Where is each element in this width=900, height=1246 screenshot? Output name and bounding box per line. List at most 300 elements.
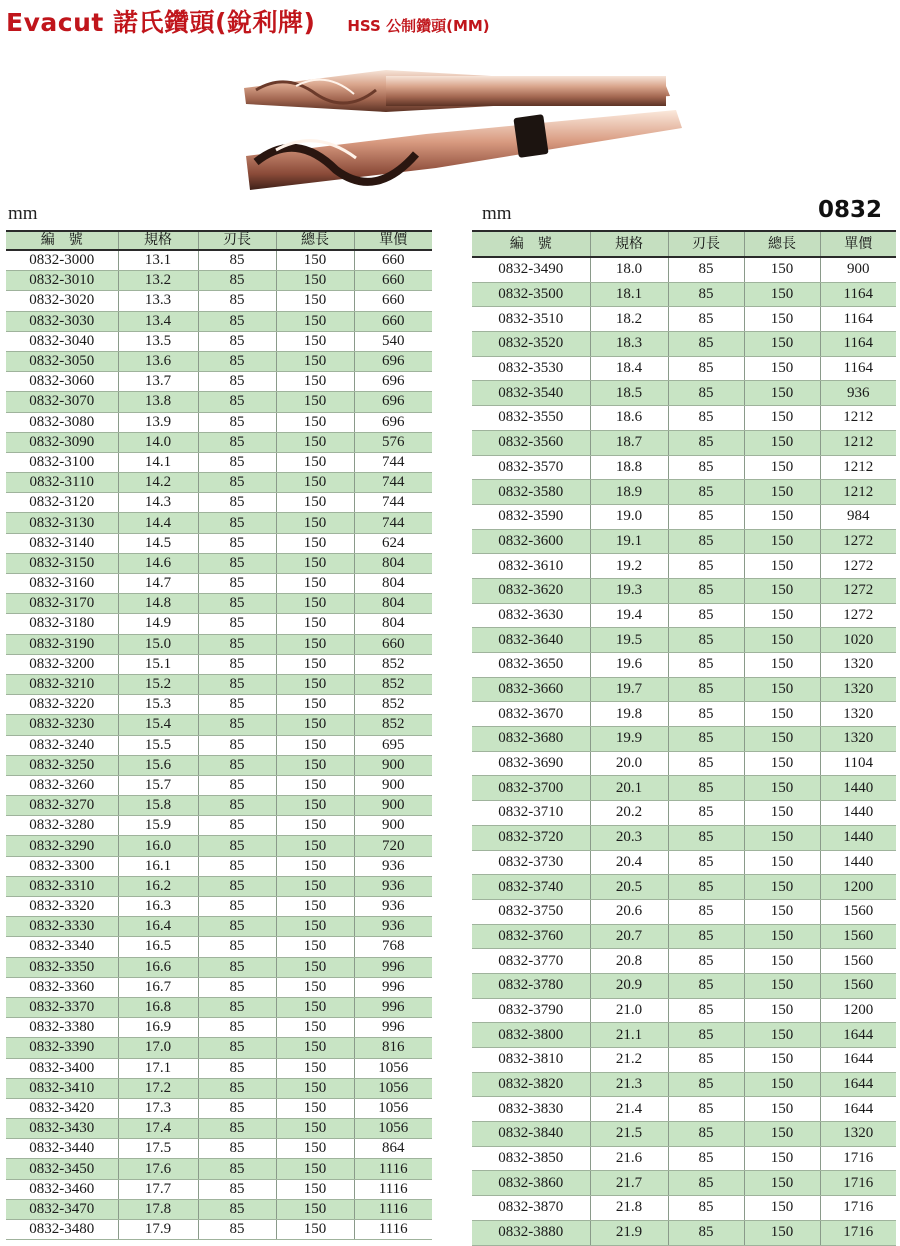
flute-length-cell: 85 [668,282,744,307]
item-number-cell: 0832-3070 [6,392,118,412]
unit-price-cell: 804 [354,614,432,634]
spec-cell: 17.1 [118,1058,198,1078]
spec-cell: 14.8 [118,594,198,614]
spec-cell: 21.6 [590,1146,668,1171]
spec-cell: 15.6 [118,755,198,775]
spec-cell: 15.4 [118,715,198,735]
unit-price-cell: 1272 [820,529,896,554]
item-number-cell: 0832-3510 [472,307,590,332]
unit-price-cell: 1716 [820,1196,896,1221]
flute-length-cell: 85 [198,574,276,594]
item-number-cell: 0832-3570 [472,455,590,480]
overall-length-cell: 150 [276,291,354,311]
unit-price-cell: 996 [354,997,432,1017]
unit-price-cell: 1164 [820,282,896,307]
overall-length-cell: 150 [276,432,354,452]
unit-price-cell: 1056 [354,1119,432,1139]
flute-length-cell: 85 [198,816,276,836]
table-row [6,1078,432,1098]
item-number-cell: 0832-3200 [6,654,118,674]
item-number-cell: 0832-3400 [6,1058,118,1078]
flute-length-cell: 85 [668,480,744,505]
flute-length-cell: 85 [668,998,744,1023]
spec-cell: 19.4 [590,603,668,628]
spec-cell: 14.4 [118,513,198,533]
flute-length-cell: 85 [668,875,744,900]
unit-price-cell: 1104 [820,751,896,776]
item-number-cell: 0832-3250 [6,755,118,775]
item-number-cell: 0832-3210 [6,674,118,694]
unit-price-cell: 540 [354,331,432,351]
overall-length-cell: 150 [744,1072,820,1097]
table-row [6,957,432,977]
table-row [6,876,432,896]
item-number-cell: 0832-3850 [472,1146,590,1171]
flute-length-cell: 85 [198,513,276,533]
item-number-cell: 0832-3280 [6,816,118,836]
spec-cell: 16.9 [118,1018,198,1038]
overall-length-cell: 150 [744,628,820,653]
flute-length-cell: 85 [198,250,276,271]
overall-length-cell: 150 [744,603,820,628]
table-row [472,653,896,678]
flute-length-cell: 85 [668,776,744,801]
overall-length-cell: 150 [276,897,354,917]
spec-cell: 14.5 [118,533,198,553]
flute-length-cell: 85 [198,1119,276,1139]
unit-price-cell: 624 [354,533,432,553]
flute-length-cell: 85 [198,674,276,694]
spec-cell: 16.2 [118,876,198,896]
overall-length-cell: 150 [744,924,820,949]
spec-cell: 17.0 [118,1038,198,1058]
overall-length-cell: 150 [744,381,820,406]
unit-price-cell: 1560 [820,924,896,949]
flute-length-cell: 85 [198,654,276,674]
unit-price-cell: 1116 [354,1199,432,1219]
flute-length-cell: 85 [198,796,276,816]
spec-cell: 20.6 [590,899,668,924]
flute-length-cell: 85 [198,291,276,311]
item-number-cell: 0832-3780 [472,973,590,998]
table-row [6,291,432,311]
flute-length-cell: 85 [668,801,744,826]
product-subtitle: HSS 公制鑽頭(MM) [347,17,490,35]
unit-price-cell: 1164 [820,332,896,357]
flute-length-cell: 85 [198,1159,276,1179]
overall-length-cell: 150 [744,899,820,924]
table-row [6,311,432,331]
table-row [6,412,432,432]
spec-cell: 13.6 [118,351,198,371]
spec-cell: 21.9 [590,1220,668,1245]
table-row [472,776,896,801]
flute-length-cell: 85 [668,1122,744,1147]
spec-cell: 18.9 [590,480,668,505]
table-row [472,1171,896,1196]
overall-length-cell: 150 [744,949,820,974]
item-number-cell: 0832-3610 [472,554,590,579]
header-unit-price: 單價 [354,231,432,250]
item-number-cell: 0832-3060 [6,372,118,392]
overall-length-cell: 150 [744,480,820,505]
spec-cell: 17.3 [118,1098,198,1118]
table-row [472,430,896,455]
overall-length-cell: 150 [744,282,820,307]
item-number-cell: 0832-3460 [6,1179,118,1199]
item-number-cell: 0832-3520 [472,332,590,357]
spec-cell: 15.7 [118,775,198,795]
spec-cell: 21.1 [590,1023,668,1048]
flute-length-cell: 85 [198,473,276,493]
item-number-cell: 0832-3220 [6,695,118,715]
overall-length-cell: 150 [276,977,354,997]
flute-length-cell: 85 [198,412,276,432]
item-number-cell: 0832-3790 [472,998,590,1023]
flute-length-cell: 85 [198,1058,276,1078]
header-overall-length: 總長 [276,231,354,250]
item-number-cell: 0832-3150 [6,553,118,573]
item-number-cell: 0832-3130 [6,513,118,533]
table-row [472,677,896,702]
overall-length-cell: 150 [744,1122,820,1147]
item-number-cell: 0832-3870 [472,1196,590,1221]
unit-price-cell: 696 [354,412,432,432]
overall-length-cell: 150 [276,917,354,937]
unit-price-cell: 1164 [820,356,896,381]
table-row [472,356,896,381]
item-number-cell: 0832-3540 [472,381,590,406]
overall-length-cell: 150 [744,677,820,702]
table-row [472,282,896,307]
overall-length-cell: 150 [276,937,354,957]
item-number-cell: 0832-3080 [6,412,118,432]
table-row [6,755,432,775]
item-number-cell: 0832-3730 [472,850,590,875]
spec-cell: 14.3 [118,493,198,513]
table-row [6,856,432,876]
spec-cell: 13.7 [118,372,198,392]
overall-length-cell: 150 [276,836,354,856]
flute-length-cell: 85 [198,1018,276,1038]
item-number-cell: 0832-3050 [6,351,118,371]
table-row [472,973,896,998]
unit-price-cell: 1644 [820,1048,896,1073]
overall-length-cell: 150 [276,1078,354,1098]
flute-length-cell: 85 [198,997,276,1017]
spec-cell: 16.1 [118,856,198,876]
table-row [6,553,432,573]
item-number-cell: 0832-3310 [6,876,118,896]
unit-price-cell: 1716 [820,1220,896,1245]
table-row [6,695,432,715]
spec-cell: 18.5 [590,381,668,406]
table-row [472,257,896,282]
flute-length-cell: 85 [198,957,276,977]
spec-cell: 16.7 [118,977,198,997]
item-number-cell: 0832-3580 [472,480,590,505]
flute-length-cell: 85 [668,332,744,357]
spec-cell: 19.9 [590,727,668,752]
overall-length-cell: 150 [276,674,354,694]
table-row [472,875,896,900]
spec-cell: 19.7 [590,677,668,702]
item-number-cell: 0832-3440 [6,1139,118,1159]
overall-length-cell: 150 [744,356,820,381]
table-row [472,1196,896,1221]
unit-price-cell: 696 [354,372,432,392]
spec-cell: 16.4 [118,917,198,937]
flute-length-cell: 85 [668,677,744,702]
overall-length-cell: 150 [276,634,354,654]
table-row [472,1146,896,1171]
overall-length-cell: 150 [276,997,354,1017]
overall-length-cell: 150 [744,727,820,752]
overall-length-cell: 150 [744,1097,820,1122]
unit-price-cell: 852 [354,715,432,735]
item-number-cell: 0832-3380 [6,1018,118,1038]
flute-length-cell: 85 [668,1196,744,1221]
spec-cell: 13.4 [118,311,198,331]
overall-length-cell: 150 [276,715,354,735]
unit-price-cell: 1440 [820,825,896,850]
unit-price-cell: 900 [354,796,432,816]
spec-cell: 18.6 [590,406,668,431]
spec-cell: 14.1 [118,452,198,472]
overall-length-cell: 150 [276,412,354,432]
unit-price-cell: 852 [354,674,432,694]
flute-length-cell: 85 [668,1072,744,1097]
table-row [6,533,432,553]
unit-price-cell: 1644 [820,1072,896,1097]
table-row [6,1058,432,1078]
table-row [6,452,432,472]
unit-price-cell: 852 [354,654,432,674]
item-number-cell: 0832-3500 [472,282,590,307]
item-number-cell: 0832-3350 [6,957,118,977]
unit-price-cell: 900 [354,775,432,795]
item-number-cell: 0832-3670 [472,702,590,727]
table-row [6,816,432,836]
item-number-cell: 0832-3620 [472,578,590,603]
item-number-cell: 0832-3230 [6,715,118,735]
spec-cell: 14.6 [118,553,198,573]
table-row [6,1139,432,1159]
overall-length-cell: 150 [744,801,820,826]
table-row [6,432,432,452]
overall-length-cell: 150 [744,257,820,282]
spec-cell: 14.9 [118,614,198,634]
flute-length-cell: 85 [668,381,744,406]
spec-cell: 16.8 [118,997,198,1017]
item-number-cell: 0832-3110 [6,473,118,493]
unit-price-cell: 1116 [354,1220,432,1240]
table-row [6,997,432,1017]
unit-price-cell: 1116 [354,1159,432,1179]
flute-length-cell: 85 [668,529,744,554]
table-row [472,1097,896,1122]
item-number-cell: 0832-3090 [6,432,118,452]
overall-length-cell: 150 [744,1196,820,1221]
item-number-cell: 0832-3450 [6,1159,118,1179]
item-number-cell: 0832-3560 [472,430,590,455]
unit-price-cell: 1716 [820,1146,896,1171]
flute-length-cell: 85 [198,695,276,715]
spec-cell: 21.2 [590,1048,668,1073]
item-number-cell: 0832-3410 [6,1078,118,1098]
item-number-cell: 0832-3140 [6,533,118,553]
flute-length-cell: 85 [198,856,276,876]
overall-length-cell: 150 [276,695,354,715]
spec-cell: 14.2 [118,473,198,493]
item-number-cell: 0832-3330 [6,917,118,937]
table-row [6,634,432,654]
overall-length-cell: 150 [744,776,820,801]
unit-price-cell: 720 [354,836,432,856]
spec-cell: 21.4 [590,1097,668,1122]
item-number-cell: 0832-3320 [6,897,118,917]
unit-label-right: mm [482,203,512,224]
overall-length-cell: 150 [276,1220,354,1240]
flute-length-cell: 85 [198,311,276,331]
unit-price-cell: 1272 [820,603,896,628]
item-number-cell: 0832-3720 [472,825,590,850]
table-row [472,381,896,406]
spec-cell: 19.5 [590,628,668,653]
flute-length-cell: 85 [198,372,276,392]
overall-length-cell: 150 [276,856,354,876]
overall-length-cell: 150 [276,351,354,371]
unit-price-cell: 1560 [820,899,896,924]
flute-length-cell: 85 [668,554,744,579]
unit-price-cell: 900 [354,755,432,775]
overall-length-cell: 150 [744,1146,820,1171]
item-number-cell: 0832-3470 [6,1199,118,1219]
table-row [6,331,432,351]
flute-length-cell: 85 [198,452,276,472]
item-number-cell: 0832-3390 [6,1038,118,1058]
table-row [472,504,896,529]
overall-length-cell: 150 [744,1048,820,1073]
table-row [6,1018,432,1038]
table-row [6,493,432,513]
table-row [472,825,896,850]
overall-length-cell: 150 [744,332,820,357]
unit-price-cell: 1320 [820,727,896,752]
item-number-cell: 0832-3360 [6,977,118,997]
table-row [472,529,896,554]
table-row [472,1072,896,1097]
item-number-cell: 0832-3030 [6,311,118,331]
overall-length-cell: 150 [276,957,354,977]
table-row [6,392,432,412]
table-row [6,1098,432,1118]
page-header [6,3,490,39]
overall-length-cell: 150 [276,271,354,291]
overall-length-cell: 150 [276,614,354,634]
table-row [472,702,896,727]
overall-length-cell: 150 [276,775,354,795]
spec-cell: 17.6 [118,1159,198,1179]
table-row [472,628,896,653]
spec-cell: 17.9 [118,1220,198,1240]
spec-cell: 19.3 [590,578,668,603]
unit-price-cell: 996 [354,957,432,977]
item-number-cell: 0832-3740 [472,875,590,900]
overall-length-cell: 150 [744,430,820,455]
right-table-body [472,257,896,1245]
item-number-cell: 0832-3800 [472,1023,590,1048]
flute-length-cell: 85 [668,850,744,875]
left-table-body [6,250,432,1240]
flute-length-cell: 85 [198,775,276,795]
flute-length-cell: 85 [198,1199,276,1219]
unit-price-cell: 1560 [820,973,896,998]
overall-length-cell: 150 [744,751,820,776]
unit-price-cell: 1320 [820,702,896,727]
item-number-cell: 0832-3760 [472,924,590,949]
flute-length-cell: 85 [668,751,744,776]
flute-length-cell: 85 [198,351,276,371]
table-row [6,473,432,493]
spec-cell: 20.3 [590,825,668,850]
item-number-cell: 0832-3120 [6,493,118,513]
unit-price-cell: 804 [354,594,432,614]
spec-cell: 15.0 [118,634,198,654]
overall-length-cell: 150 [276,876,354,896]
unit-price-cell: 1056 [354,1078,432,1098]
table-row [6,1179,432,1199]
unit-price-cell: 576 [354,432,432,452]
spec-cell: 17.4 [118,1119,198,1139]
unit-price-cell: 852 [354,695,432,715]
unit-price-cell: 660 [354,311,432,331]
flute-length-cell: 85 [198,876,276,896]
unit-price-cell: 1056 [354,1058,432,1078]
overall-length-cell: 150 [276,513,354,533]
flute-length-cell: 85 [668,1171,744,1196]
flute-length-cell: 85 [668,949,744,974]
overall-length-cell: 150 [276,331,354,351]
flute-length-cell: 85 [668,1048,744,1073]
item-number-cell: 0832-3830 [472,1097,590,1122]
unit-price-cell: 1560 [820,949,896,974]
unit-price-cell: 1272 [820,578,896,603]
flute-length-cell: 85 [198,735,276,755]
unit-price-cell: 744 [354,513,432,533]
unit-price-cell: 936 [820,381,896,406]
item-number-cell: 0832-3880 [472,1220,590,1245]
spec-cell: 18.2 [590,307,668,332]
flute-length-cell: 85 [198,897,276,917]
spec-cell: 16.0 [118,836,198,856]
flute-length-cell: 85 [668,257,744,282]
spec-cell: 15.1 [118,654,198,674]
item-number-cell: 0832-3820 [472,1072,590,1097]
spec-cell: 21.7 [590,1171,668,1196]
spec-cell: 13.5 [118,331,198,351]
table-row [472,727,896,752]
table-row [6,594,432,614]
table-row [472,578,896,603]
overall-length-cell: 150 [276,1179,354,1199]
flute-length-cell: 85 [668,406,744,431]
table-row [6,937,432,957]
spec-cell: 20.0 [590,751,668,776]
table-row [472,307,896,332]
item-number-cell: 0832-3590 [472,504,590,529]
overall-length-cell: 150 [276,533,354,553]
